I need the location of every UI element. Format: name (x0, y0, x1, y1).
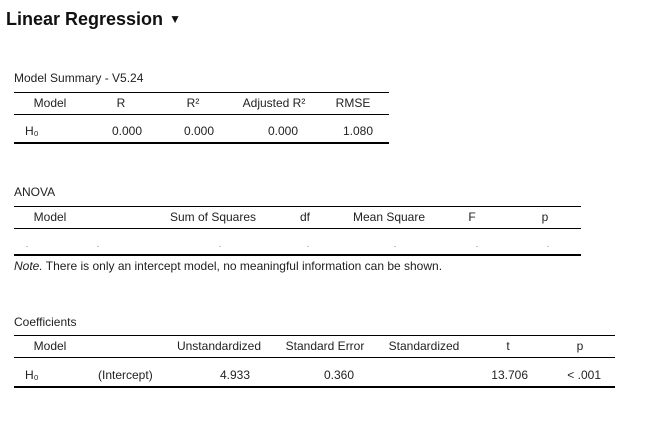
row-term: (Intercept) (98, 368, 153, 382)
col-header-df: df (299, 210, 311, 224)
col-header-standard-error: Standard Error (285, 339, 365, 353)
coefficients-top-rule (14, 335, 615, 336)
col-header-standardized: Standardized (388, 339, 460, 353)
col-header-model: Model (33, 339, 67, 353)
col-header-model: Model (33, 210, 67, 224)
col-header-adjusted-r2: Adjusted R² (242, 96, 306, 110)
col-header-p: p (541, 210, 549, 224)
dropdown-caret-icon[interactable]: ▼ (169, 12, 181, 26)
cell-r2: 0.000 (183, 124, 214, 138)
anova-title: ANOVA (14, 185, 56, 199)
empty-cell: . (546, 240, 550, 249)
coefficients-header-rule (14, 357, 615, 358)
model-summary-top-rule (14, 92, 389, 93)
model-summary-bottom-rule (14, 142, 389, 144)
analysis-title (6, 9, 181, 30)
cell-unstandardized: 4.933 (219, 368, 250, 382)
cell-t: 13.706 (491, 368, 528, 382)
row-model: H₀ (25, 368, 39, 382)
note-label: Note. (14, 259, 43, 273)
col-header-unstandardized: Unstandardized (176, 339, 262, 353)
col-header-model: Model (33, 96, 67, 110)
empty-cell: . (96, 240, 100, 249)
col-header-mean-square: Mean Square (352, 210, 426, 224)
col-header-rmse: RMSE (335, 96, 371, 110)
cell-r: 0.000 (111, 124, 142, 138)
empty-cell: . (218, 240, 222, 249)
anova-footnote (14, 259, 442, 273)
coefficients-title: Coefficients (14, 315, 77, 329)
empty-cell: . (393, 240, 397, 249)
col-header-r2: R² (186, 96, 200, 110)
anova-top-rule (14, 206, 581, 207)
cell-standard-error: 0.360 (323, 368, 354, 382)
anova-header-rule (14, 228, 581, 229)
cell-p: < .001 (567, 368, 601, 382)
col-header-f: F (468, 210, 476, 224)
col-header-p: p (576, 339, 584, 353)
empty-cell: . (306, 240, 310, 249)
model-summary-title: Model Summary - V5.24 (14, 71, 144, 85)
cell-adjusted-r2: 0.000 (267, 124, 298, 138)
anova-bottom-rule (14, 254, 581, 256)
coefficients-bottom-rule (14, 386, 615, 388)
col-header-r: R (116, 96, 126, 110)
col-header-t: t (506, 339, 510, 353)
row-model: H₀ (25, 124, 39, 138)
analysis-title-text: Linear Regression (6, 9, 164, 29)
col-header-sum-of-squares: Sum of Squares (169, 210, 257, 224)
cell-rmse: 1.080 (342, 124, 373, 138)
note-text: There is only an intercept model, no meaningful information can be shown. (42, 259, 443, 273)
model-summary-header-rule (14, 114, 389, 115)
empty-cell: . (25, 240, 29, 249)
empty-cell: . (475, 240, 479, 249)
